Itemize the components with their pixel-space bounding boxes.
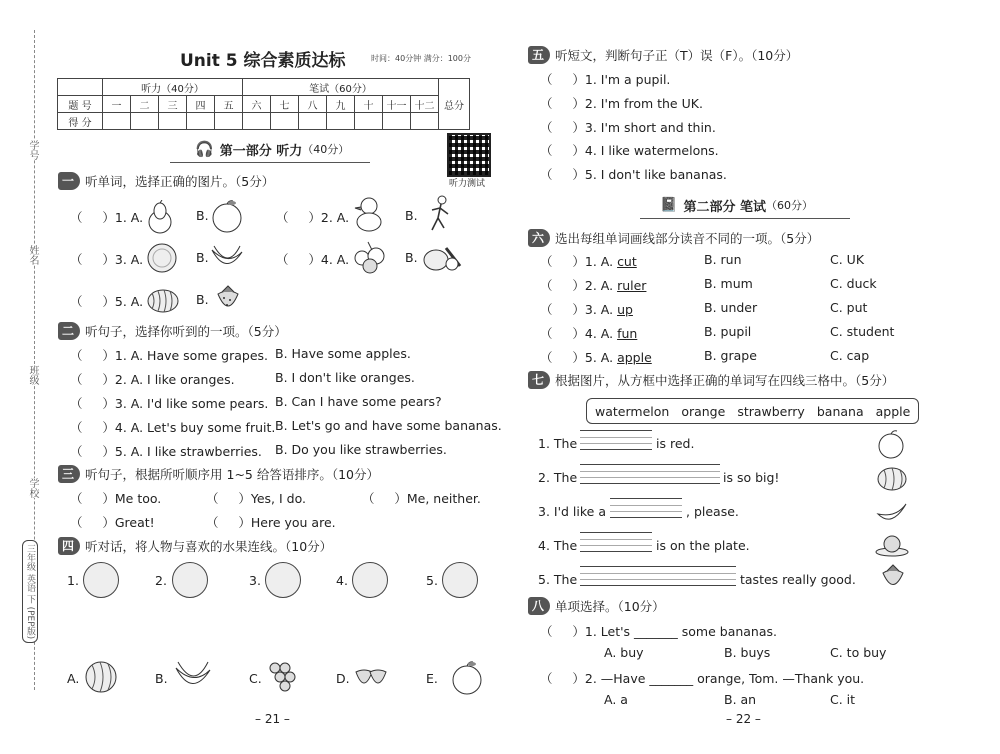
part2-banner [660,194,813,216]
q2-item-2: （ ）2. A. I like oranges. [70,372,235,387]
q6-item-4-a: fun [617,326,638,341]
q6-item-3-c: C. put [830,300,868,315]
col-5: 五 [215,96,243,113]
binding-label-school: 学校 [27,478,38,498]
q7-item-4-pre: 4. The [538,538,578,553]
q2-item-3-b: B. Can I have some pears? [275,394,442,409]
q2-item-1-b: B. Have some apples. [275,346,411,361]
runner-icon[interactable] [424,194,454,237]
q3-item-5-text: Here you are. [250,515,336,530]
person-4-avatar[interactable] [352,562,388,598]
q1-item-3-num: 3. A. [114,252,144,267]
q8-item-2-option-b[interactable]: B. an [724,692,757,707]
col-4: 四 [187,96,215,113]
q1-item-1-b: B. [196,208,209,223]
part2-underline [640,218,850,219]
fruit-c-label: C. [249,671,262,686]
q1-header [58,172,274,190]
q6-item-5-c: C. cap [830,348,870,363]
row-label-score: 得 分 [58,113,103,130]
q1-item-5-num: 5. A. [114,294,144,309]
person-2-avatar[interactable] [172,562,208,598]
q8-item-2-question: 2. —Have _______ orange, Tom. —Thank you. [584,671,865,686]
banana-icon [876,500,908,529]
part1-title: 第一部分 听力 [219,143,303,159]
q4-text: 听对话，将人物与喜欢的水果连线。（10分） [85,539,333,554]
q1-item-2: （ ）2. A. [276,210,350,225]
q6-item-3-a: up [617,302,633,317]
headphone-icon: 🎧 [195,140,214,158]
q2-item-2-b: B. I don't like oranges. [275,370,415,385]
q7-item-5-pre: 5. The [538,572,578,587]
q7-item-5-writing-lines[interactable] [580,566,736,586]
q5-item-2-text: 2. I'm from the UK. [584,96,703,111]
q3-item-2-text: Yes, I do. [250,491,306,506]
fruit-b-label: B. [155,671,168,686]
row-label-number: 题 号 [58,96,103,113]
q6-item-2: （ ）2. A. ruler [540,278,647,293]
q7-text: 根据图片，从方框中选择正确的单词写在四线三格中。（5分） [555,373,895,388]
q3-header [58,465,379,483]
q3-item-4: （ ）Great! [70,515,155,530]
q6-item-2-num: 2. A. [584,278,618,293]
q6-item-4: （ ）4. A. fun [540,326,638,341]
q8-number: 八 [528,597,550,615]
col-11: 十一 [383,96,411,113]
q2-item-4: （ ）4. A. Let's buy some fruit. [70,420,276,435]
orange-on-plate-icon [874,534,910,561]
watermelon-icon[interactable] [146,288,180,317]
q8-item-1-option-c[interactable]: C. to buy [830,645,887,660]
q5-item-1-text: 1. I'm a pupil. [584,72,671,87]
q1-item-3-b: B. [196,250,209,265]
q8-item-1-question: 1. Let's _______ some bananas. [584,624,778,639]
score-table [57,78,470,130]
part1-underline [170,162,370,163]
person-5-avatar[interactable] [442,562,478,598]
col-12: 十二 [411,96,439,113]
duck-icon[interactable] [352,196,386,237]
q7-item-2-pre: 2. The [538,470,578,485]
q8-text: 单项选择。（10分） [555,599,665,614]
col-2: 二 [131,96,159,113]
person-2-label: 2. [155,573,167,588]
q1-item-4-num: 4. A. [320,252,350,267]
q7-item-3-post: , please. [686,504,739,519]
q6-item-4-c: C. student [830,324,895,339]
q1-item-3: （ ）3. A. [70,252,144,267]
q2-item-3: （ ）3. A. I'd like some pears. [70,396,269,411]
q1-item-1: （ ）1. A. [70,210,144,225]
page-title: Unit 5 综合素质达标 [180,51,346,71]
q8-item-2-option-c[interactable]: C. it [830,692,856,707]
part2-title: 第二部分 笔试 [683,199,766,215]
q6-item-4-num: 4. A. [584,326,618,341]
q6-item-2-c: C. duck [830,276,877,291]
col-1: 一 [103,96,131,113]
q6-item-5: （ ）5. A. apple [540,350,652,365]
right-page [500,0,1000,754]
q5-item-3-text: 3. I'm short and thin. [584,120,716,135]
score-cell[interactable] [243,113,271,130]
q7-item-1-pre: 1. The [538,436,578,451]
strawberry-icon [880,564,906,595]
q5-number: 五 [528,46,550,64]
q6-item-3-b: B. under [704,300,758,315]
listening-header: 听力（40分） [103,79,243,96]
q5-item-2: （ ）2. I'm from the UK. [540,96,703,111]
fruit-e-label: E. [426,671,438,686]
strawberries-icon[interactable] [352,664,392,695]
q3-item-3-text: Me, neither. [406,491,481,506]
q6-item-3: （ ）3. A. up [540,302,633,317]
part2-score: （60分） [765,199,813,212]
person-1-label: 1. [67,573,79,588]
q6-text: 选出每组单词画线部分读音不同的一项。（5分） [555,231,820,246]
watermelon-icon[interactable] [84,660,118,697]
person-4-label: 4. [336,573,348,588]
q2-item-5-a: 5. A. I like strawberries. [114,444,262,459]
person-3-label: 3. [249,573,261,588]
q5-item-5: （ ）5. I don't like bananas. [540,167,727,182]
q6-number: 六 [528,229,550,247]
q3-item-3: （ ）Me, neither. [362,491,481,506]
watermelon-icon [876,466,908,495]
part1-banner [195,138,349,160]
binding-label-name: 姓名 [27,245,38,265]
page-number-left: – 21 – [255,712,290,726]
q7-item-3-writing-lines[interactable] [610,498,682,518]
q6-item-1-c: C. UK [830,252,865,267]
q2-item-5-b: B. Do you like strawberries. [275,442,447,457]
series-label: 三年级 英语 下 (PEP版) [22,540,38,643]
q2-item-3-a: 3. A. I'd like some pears. [114,396,269,411]
apple-icon[interactable] [210,198,244,237]
q3-item-5: （ ）Here you are. [206,515,336,530]
writing-header: 笔试（60分） [243,79,439,96]
fruit-basket-icon[interactable] [350,238,390,279]
score-cell[interactable] [215,113,243,130]
q1-item-2-b: B. [405,208,418,223]
q3-item-1: （ ）Me too. [70,491,162,506]
q7-item-3-pre: 3. I'd like a [538,504,606,519]
q6-item-4-b: B. pupil [704,324,752,339]
qr-code-icon[interactable] [447,133,491,177]
page-number-right: – 22 – [726,712,761,726]
q7-item-4-writing-lines[interactable] [580,532,652,552]
q5-item-1: （ ）1. I'm a pupil. [540,72,671,87]
q7-item-4-post: is on the plate. [656,538,750,553]
q2-text: 听句子，选择你听到的一项。（5分） [85,324,287,339]
score-cell[interactable] [299,113,327,130]
total-header: 总分 [439,79,470,130]
q2-item-4-b: B. Let's go and have some bananas. [275,418,502,433]
q6-item-1-num: 1. A. [584,254,618,269]
person-1-avatar[interactable] [83,562,119,598]
q1-item-1-num: 1. A. [114,210,144,225]
score-cell[interactable] [131,113,159,130]
q5-item-3: （ ）3. I'm short and thin. [540,120,716,135]
q1-item-4-b: B. [405,250,418,265]
q7-number: 七 [528,371,550,389]
q2-item-1-a: 1. A. Have some grapes. [114,348,269,363]
banana-icon[interactable] [208,240,244,277]
q1-item-5: （ ）5. A. [70,294,144,309]
q6-header [528,229,819,247]
q8-item-1-option-b[interactable]: B. buys [724,645,771,660]
person-3-avatar[interactable] [265,562,301,598]
q5-text: 听短文，判断句子正（T）误（F）。（10分） [555,48,799,63]
q4-number: 四 [58,537,80,555]
q7-item-5-post: tastes really good. [740,572,856,587]
q8-item-2: （ ）2. —Have _______ orange, Tom. —Thank you. [540,671,865,686]
q8-item-1: （ ）1. Let's _______ some bananas. [540,624,778,639]
q3-text: 听句子，根据所听顺序用 1~5 给答语排序。（10分） [85,467,379,482]
score-cell[interactable] [159,113,187,130]
score-cell[interactable] [271,113,299,130]
q3-item-1-text: Me too. [114,491,162,506]
q3-item-4-text: Great! [114,515,155,530]
pear-icon[interactable] [145,200,175,237]
q2-item-4-a: 4. A. Let's buy some fruit. [114,420,276,435]
q8-item-2-option-a[interactable]: A. a [604,692,628,707]
q5-item-5-text: 5. I don't like bananas. [584,167,727,182]
grapes-icon[interactable] [265,658,299,699]
q7-header [528,371,894,389]
score-cell[interactable] [411,113,439,130]
q2-number: 二 [58,322,80,340]
col-7: 七 [271,96,299,113]
q5-item-4: （ ）4. I like watermelons. [540,143,719,158]
fruit-a-label: A. [67,671,80,686]
title-meta: 时间：40分钟 满分：100分 [371,54,471,63]
q6-item-1-b: B. run [704,252,742,267]
q2-header [58,322,287,340]
word-bank [586,398,919,424]
q2-item-1: （ ）1. A. Have some grapes. [70,348,269,363]
score-cell[interactable] [355,113,383,130]
q6-item-3-num: 3. A. [584,302,618,317]
col-9: 九 [327,96,355,113]
score-cell[interactable] [187,113,215,130]
word-bank-item: watermelon [595,403,670,419]
q3-item-2: （ ）Yes, I do. [206,491,306,506]
q6-item-5-a: apple [617,350,652,365]
banana-icon[interactable] [172,658,212,697]
q6-item-2-a: ruler [617,278,647,293]
q3-number: 三 [58,465,80,483]
q7-item-2-writing-lines[interactable] [580,464,720,484]
score-cell[interactable] [327,113,355,130]
q5-header [528,46,798,64]
col-8: 八 [299,96,327,113]
qr-label: 听力测试 [449,179,486,189]
q6-item-5-num: 5. A. [584,350,618,365]
vegetables-icon[interactable] [420,240,464,277]
q7-item-1-writing-lines[interactable] [580,430,652,450]
q7-item-1-post: is red. [656,436,695,451]
binding-label-class: 班级 [27,365,38,385]
person-5-label: 5. [426,573,438,588]
q8-item-1-option-a[interactable]: A. buy [604,645,644,660]
score-cell[interactable] [383,113,411,130]
part1-score: （40分） [302,143,350,156]
q1-number: 一 [58,172,80,190]
q6-item-1-a: cut [617,254,637,269]
word-bank-item: banana [816,403,864,419]
q2-item-5: （ ）5. A. I like strawberries. [70,444,262,459]
q1-item-4: （ ）4. A. [276,252,350,267]
col-6: 六 [243,96,271,113]
apple-icon[interactable] [450,658,484,699]
q1-text: 听单词，选择正确的图片。（5分） [85,174,275,189]
q5-item-4-text: 4. I like watermelons. [584,143,719,158]
q1-item-5-b: B. [196,292,209,307]
word-bank-item: apple [875,403,911,419]
q6-item-5-b: B. grape [704,348,757,363]
q6-item-1: （ ）1. A. cut [540,254,637,269]
q4-header [58,537,332,555]
notebook-icon: 📓 [660,197,678,213]
orange-icon[interactable] [146,242,178,277]
q1-item-2-num: 2. A. [320,210,350,225]
fruit-d-label: D. [336,671,350,686]
q8-header [528,597,665,615]
col-3: 三 [159,96,187,113]
q6-item-2-b: B. mum [704,276,753,291]
col-10: 十 [355,96,383,113]
score-cell[interactable] [103,113,131,130]
strawberry-icon[interactable] [214,284,242,317]
word-bank-item: strawberry [737,403,805,419]
binding-label-id: 学号 [27,140,38,160]
apple-icon [876,428,906,463]
word-bank-item: orange [681,403,726,419]
q2-item-2-a: 2. A. I like oranges. [114,372,235,387]
q7-item-2-post: is so big! [723,470,780,485]
